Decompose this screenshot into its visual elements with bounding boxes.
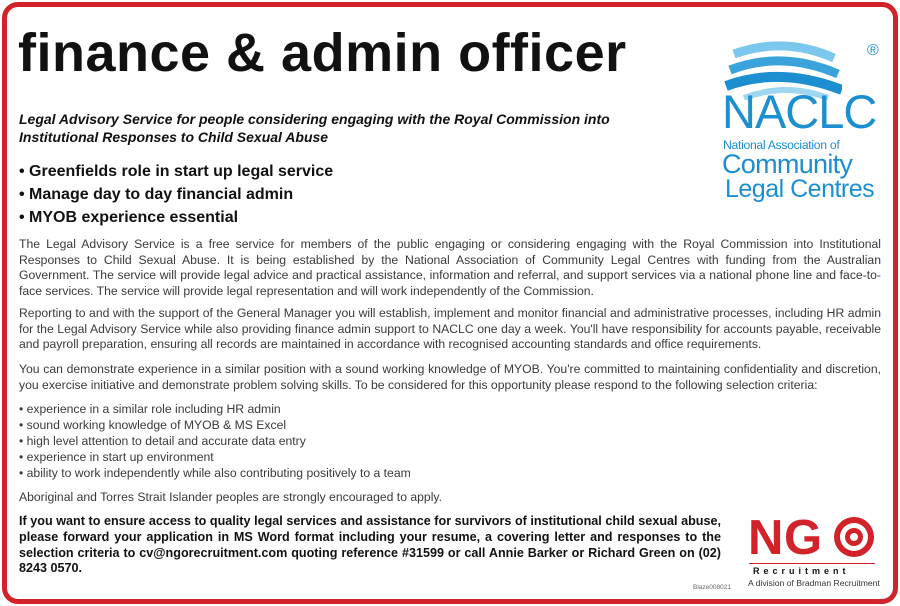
criteria-item: • ability to work independently while also contributing positively to a team bbox=[19, 466, 411, 480]
application-instructions: If you want to ensure access to quality legal services and assistance for survivors of institutional child sexual abuse, please forward your application in MS Word format including your resume, a covering letter and responses to the selection criteria to cv@ngorecruitment.com quoting reference #31599 or call Annie Barker or Richard Green on (02) 8243 0570. bbox=[19, 514, 721, 576]
ngo-recruitment-label: Recruitment bbox=[753, 566, 850, 576]
naclc-abbreviation: NACLC bbox=[722, 85, 877, 138]
selection-criteria-list bbox=[19, 401, 411, 481]
requirements-paragraph: You can demonstrate experience in a similar position with a sound working knowledge of MYOB. You're committed to maintaining confidentiality and discretion, you exercise initiative and demonstrate problem solving skills. To be considered for this opportunity please respond to the following selection criteria: bbox=[19, 362, 881, 392]
criteria-item: • sound working knowledge of MYOB & MS Excel bbox=[19, 418, 287, 432]
naclc-logo bbox=[722, 40, 890, 205]
criteria-item: • experience in a similar role including HR admin bbox=[19, 402, 281, 416]
ad-reference-code: Blaze008021 bbox=[693, 584, 731, 591]
ngo-target-icon bbox=[834, 517, 874, 557]
job-subtitle: Legal Advisory Service for people considering engaging with the Royal Commission into Institutional Responses to Child Sexual Abuse bbox=[19, 111, 610, 145]
service-description-paragraph: The Legal Advisory Service is a free service for members of the public engaging or considering engaging with the Royal Commission into Institutional Responses to Child Sexual Abuse. It is being established by the National Association of Community Legal Centres with funding from the Australian Government. The service will provide legal advice and practical assistance, information and referral, and support services via a national phone line and face-to-face services. The service will provide legal representation and will work independently of the Commission. bbox=[19, 237, 881, 299]
highlight-item: • Manage day to day financial admin bbox=[19, 186, 294, 203]
highlights-list bbox=[19, 160, 333, 229]
registered-mark: ® bbox=[867, 42, 879, 59]
naclc-name-line-2: Community bbox=[722, 149, 853, 179]
ngo-recruitment-logo bbox=[746, 508, 886, 588]
job-title: finance & admin officer bbox=[18, 23, 627, 83]
ngo-division-text: A division of Bradman Recruitment bbox=[748, 578, 880, 588]
ngo-wordmark bbox=[746, 508, 886, 562]
encouragement-note: Aboriginal and Torres Strait Islander peoples are strongly encouraged to apply. bbox=[19, 490, 442, 504]
naclc-name-line-1: National Association of bbox=[723, 138, 840, 152]
criteria-item: • high level attention to detail and accurate data entry bbox=[19, 434, 306, 448]
naclc-name-line-3: Legal Centres bbox=[725, 175, 875, 203]
ngo-letter-n: N bbox=[748, 511, 784, 562]
role-description-paragraph: Reporting to and with the support of the General Manager you will establish, implement and monitor financial and administrative processes, including HR admin for the Legal Advisory Service while also providing finance admin support to NACLC one day a week. You'll have responsibility for accounts payable, receivable and payroll preparation, ensuring all records are maintained in accordance with recognised accounting standards and office requirements. bbox=[19, 306, 881, 352]
highlight-item: • Greenfields role in start up legal service bbox=[19, 163, 334, 180]
ngo-divider bbox=[749, 563, 875, 564]
highlight-item: • MYOB experience essential bbox=[19, 209, 239, 226]
ngo-letter-g: G bbox=[784, 511, 823, 562]
criteria-item: • experience in start up environment bbox=[19, 450, 214, 464]
